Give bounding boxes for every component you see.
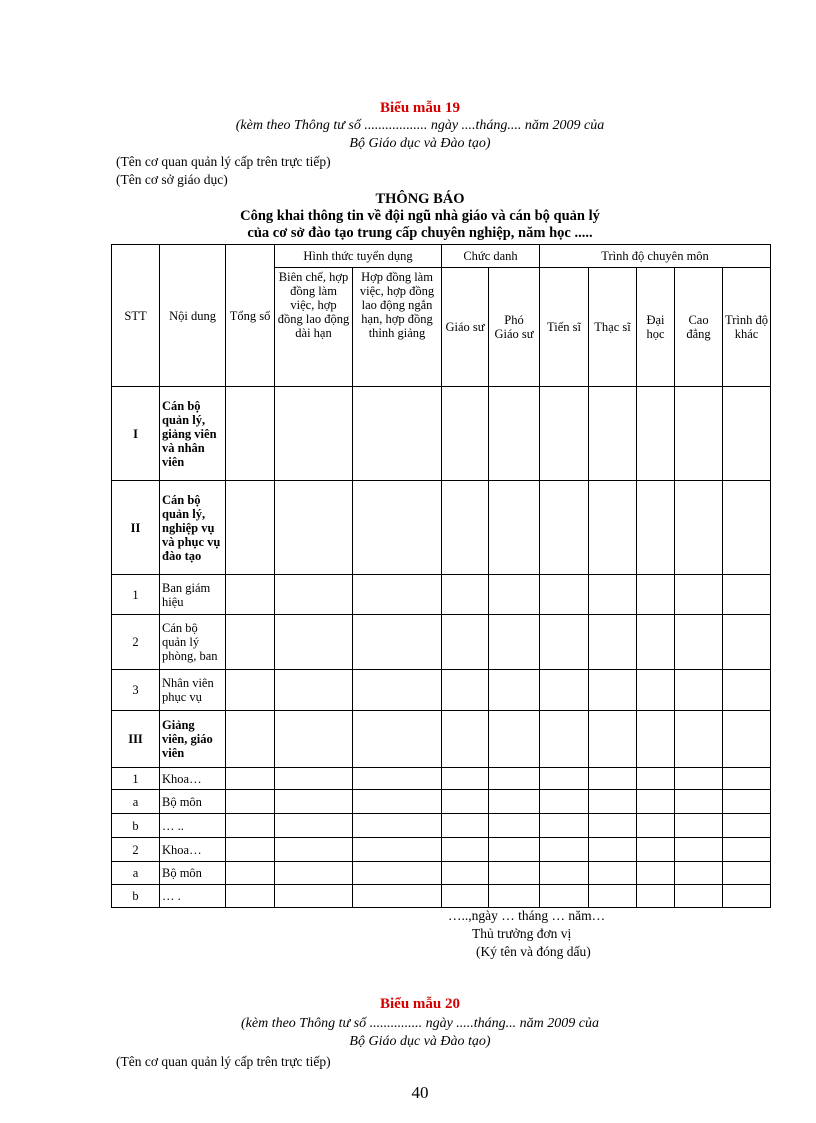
row-stt: II [112,481,160,575]
agency-parent-label: (Tên cơ quan quản lý cấp trên trực tiếp) [116,154,331,169]
header-qualification: Trình độ chuyên môn [540,245,771,268]
row-name: … .. [160,814,226,838]
notice-heading-line1: Công khai thông tin về đội ngũ nhà giáo và cán bộ quản lý [240,208,600,224]
form19-title: Biểu mẫu 19 [379,100,460,116]
row-name: Giảng viên, giáo viên [160,711,226,768]
table-row [112,768,771,790]
row-stt: I [112,387,160,481]
row-stt: 1 [112,575,160,615]
header-college: Cao đẳng [675,268,723,387]
table-row [112,670,771,711]
row-name: Khoa… [160,838,226,862]
header-recruitment-permanent: Biên chế, hợp đồng làm việc, hợp đồng lao động dài hạn [275,268,353,387]
notice-heading-line2: của cơ sở đào tạo trung cấp chuyên nghiệp, năm học ..... [247,225,593,241]
header-title-group: Chức danh [442,245,540,268]
row-stt: 2 [112,838,160,862]
header-doctor: Tiến sĩ [540,268,589,387]
staff-table [111,244,771,908]
form20-subtitle-line1: (kèm theo Thông tư số ............... ngày .....tháng... năm 2009 của [241,1016,599,1031]
form20-title: Biểu mẫu 20 [379,996,460,1012]
header-master: Thạc sĩ [589,268,637,387]
row-name: Khoa… [160,768,226,790]
header-content: Nội dung [160,245,226,387]
row-name: Cán bộ quản lý, nghiệp vụ và phục vụ đào tạo [160,481,226,575]
row-name: Bộ môn [160,862,226,885]
header-recruitment-contract: Hợp đồng làm việc, hợp đồng lao động ngắn hạn, hợp đồng thỉnh giảng [353,268,442,387]
row-name: Nhân viên phục vụ [160,670,226,711]
row-name: Ban giám hiệu [160,575,226,615]
signature-date: …..,ngày … tháng … năm… [448,908,606,923]
header-other: Trình độ khác [723,268,771,387]
table-row [112,481,771,575]
header-recruitment: Hình thức tuyển dụng [275,245,442,268]
agency-label: (Tên cơ sở giáo dục) [116,172,228,187]
header-assoc-professor: Phó Giáo sư [489,268,540,387]
row-stt: b [112,885,160,908]
table-row [112,615,771,670]
row-name: … . [160,885,226,908]
signature-role: Thủ trưởng đơn vị [472,926,572,941]
table-row [112,885,771,908]
row-stt: 1 [112,768,160,790]
form20-agency-parent: (Tên cơ quan quản lý cấp trên trực tiếp) [116,1054,331,1069]
row-stt: a [112,790,160,814]
form20-subtitle-line2: Bộ Giáo dục và Đào tạo) [349,1034,491,1049]
form19-subtitle-line2: Bộ Giáo dục và Đào tạo) [349,136,491,151]
row-stt: b [112,814,160,838]
row-name: Cán bộ quản lý, giảng viên và nhân viên [160,387,226,481]
signature-note: (Ký tên và đóng dấu) [476,944,591,959]
page-number: 40 [411,1083,429,1102]
row-name: Cán bộ quản lý phòng, ban [160,615,226,670]
header-total: Tổng số [226,245,275,387]
header-professor: Giáo sư [442,268,489,387]
form19-subtitle-line1: (kèm theo Thông tư số .................. ngày ....tháng.... năm 2009 của [235,118,605,133]
table-row [112,814,771,838]
table-row [112,790,771,814]
notice-title: THÔNG BÁO [375,191,465,207]
table-row [112,838,771,862]
table-row [112,575,771,615]
row-stt: a [112,862,160,885]
row-stt: III [112,711,160,768]
header-bachelor: Đại học [637,268,675,387]
header-stt: STT [112,245,160,387]
table-row [112,387,771,481]
table-row [112,862,771,885]
row-stt: 2 [112,615,160,670]
row-name: Bộ môn [160,790,226,814]
table-row [112,711,771,768]
row-stt: 3 [112,670,160,711]
